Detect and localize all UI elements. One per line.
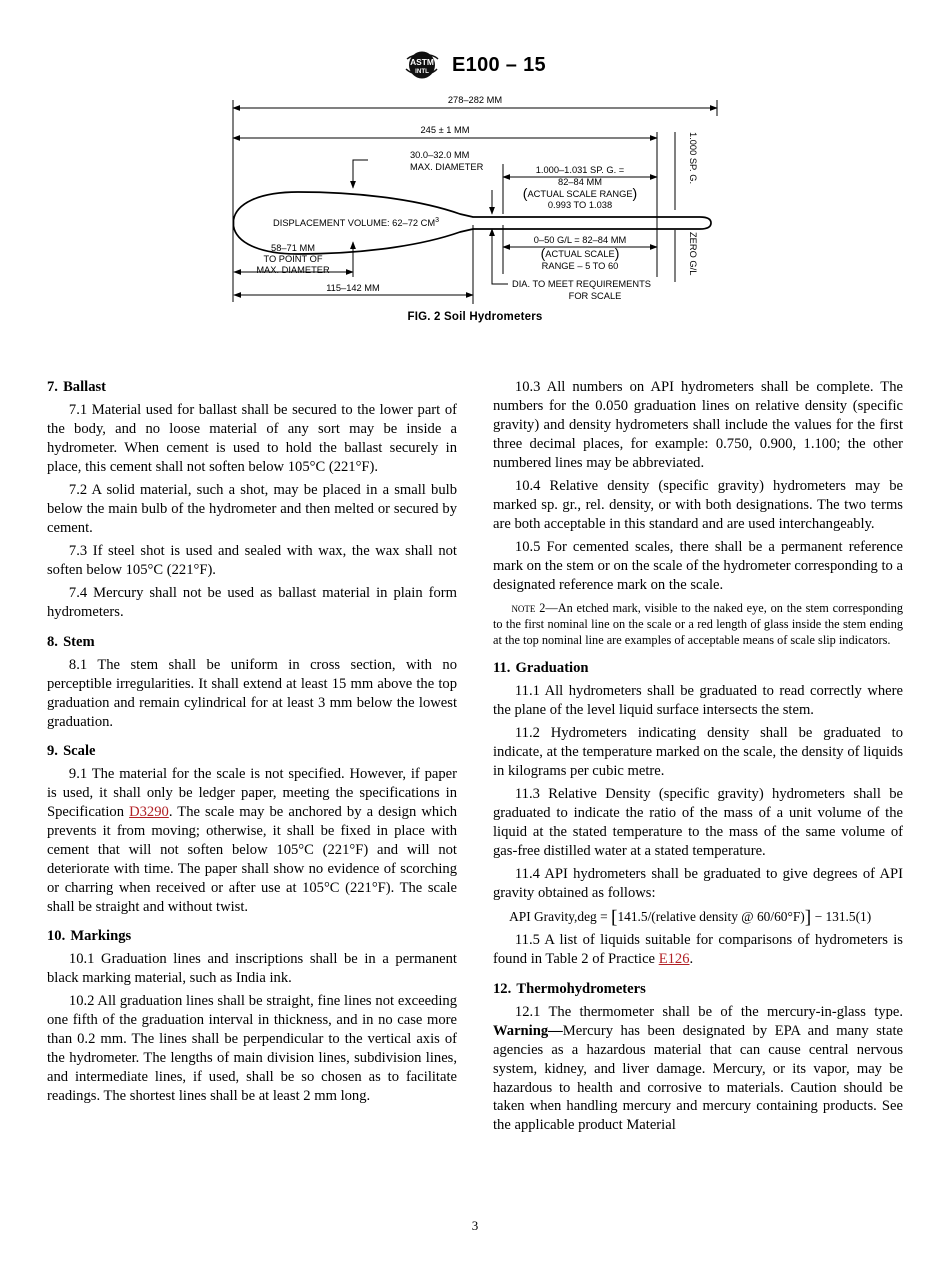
label-max-diameter-2: MAX. DIAMETER bbox=[410, 162, 484, 172]
paragraph-12-1 bbox=[493, 1003, 903, 1135]
body-columns bbox=[47, 378, 903, 1140]
label-body-length: 115–142 MM bbox=[326, 283, 380, 293]
label-gl-1: 0–50 G/L = 82–84 MM bbox=[533, 235, 627, 245]
figure-2-soil-hydrometers bbox=[0, 92, 950, 323]
paragraph-11-5-text-a: 11.5 A list of liquids suitable for comparisons of hydrometers is found in Table 2 of Practice bbox=[493, 932, 903, 968]
right-column bbox=[493, 378, 903, 1140]
section-title-8: Stem bbox=[63, 633, 95, 650]
label-to-point-1: 58–71 MM bbox=[271, 243, 315, 253]
label-sp-g-1: 1.000–1.031 SP. G. = bbox=[535, 165, 625, 175]
link-d3290[interactable]: D3290 bbox=[129, 804, 169, 821]
label-gl-3: RANGE – 5 TO 60 bbox=[541, 261, 619, 271]
paragraph-11-4: 11.4 API hydrometers shall be graduated to give degrees of API gravity obtained as follows: bbox=[493, 866, 903, 901]
section-number-8: 8. bbox=[47, 633, 58, 650]
section-heading-8 bbox=[47, 633, 457, 652]
equation-inner: 141.5/(relative density @ 60/60°F) bbox=[617, 909, 805, 925]
svg-text:INTL: INTL bbox=[415, 68, 429, 75]
label-scale-length: 245 ± 1 MM bbox=[420, 125, 470, 135]
paragraph-11-1: 11.1 All hydrometers shall be graduated to read correctly where the plane of the level liquid surface intersects the stem. bbox=[493, 682, 903, 718]
section-title-10: Markings bbox=[70, 927, 132, 944]
section-heading-11 bbox=[493, 659, 903, 678]
hydrometer-dimension-drawing bbox=[220, 92, 730, 307]
paragraph-11-3: 11.3 Relative Density (specific gravity) hydrometers shall be graduated to indicate the ratio of the mass of a unit volume of the liquid at the stated temperature to the mass of the same volume of gas-free distilled water at a stated temperature. bbox=[493, 786, 903, 859]
svg-text:ASTM: ASTM bbox=[410, 57, 434, 67]
paragraph-11-2: 11.2 Hydrometers indicating density shall be graduated to indicate, at the temperature marked on the scale, the density of liquids in kilograms per cubic metre. bbox=[493, 725, 903, 779]
note-2 bbox=[493, 601, 903, 648]
label-max-diameter-1: 30.0–32.0 MM bbox=[410, 150, 470, 160]
section-number-9: 9. bbox=[47, 743, 58, 760]
paragraph-12-1-text-b: Mercury has been designated by EPA and many state agencies as a hazardous material that can cause central nervous system, kidney, and liver damage. Mercury, or its vapor, may be hazardous to health and corrosive to materials. Caution should be taken when handling mercury and mercury containing products. See the applicable product Material bbox=[493, 1022, 903, 1134]
label-displacement-volume: DISPLACEMENT VOLUME: 62–72 $CM^3$ bbox=[273, 217, 439, 228]
paragraph-9-1-text-b: . The scale may be anchored by a design which prevents it from moving; otherwise, it shall be fixed in place with cement that will not soften below 105°C (221°F) and will not deteriorate with time. The paper shall show no evidence of scorching or charring when received or after use at 105°C (221°F). The scale shall be straight and without twist. bbox=[47, 804, 457, 915]
equation-1 bbox=[493, 907, 903, 929]
left-column bbox=[47, 378, 457, 1140]
section-title-11: Graduation bbox=[515, 659, 589, 676]
label-sp-g-3: (ACTUAL SCALE RANGE) bbox=[522, 185, 638, 201]
label-right-vertical-top: 1.000 SP. G. bbox=[688, 132, 698, 185]
section-heading-7 bbox=[47, 378, 457, 397]
paragraph-10-4: 10.4 Relative density (specific gravity) hydrometers may be marked sp. gr., rel. density, or with both designations. The two terms are both acceptable in this standard and are used interchangeably. bbox=[493, 477, 903, 532]
section-number-10: 10. bbox=[47, 927, 66, 944]
equation-close-bracket: ] bbox=[804, 907, 812, 929]
link-e126[interactable]: E126 bbox=[658, 951, 690, 968]
section-number-12: 12. bbox=[493, 980, 512, 997]
label-sp-g-2: 82–84 MM bbox=[558, 177, 602, 187]
page-number: 3 bbox=[471, 1218, 479, 1233]
section-number-7: 7. bbox=[47, 379, 58, 395]
paragraph-7-3: 7.3 If steel shot is used and sealed with wax, the wax shall not soften below 105°C (221°F). bbox=[47, 543, 457, 579]
label-dia-req-1: DIA. TO MEET REQUIREMENTS bbox=[512, 279, 651, 289]
equation-lhs: API Gravity,deg = bbox=[509, 909, 608, 925]
paragraph-10-3: 10.3 All numbers on API hydrometers shall be complete. The numbers for the 0.050 graduation lines on relative density (specific gravity) and density hydrometers shall include the values for the first three decimal places, for example: 0.750, 0.900, 1.100; the other numbered lines may be abbreviated. bbox=[493, 379, 903, 471]
paragraph-7-1: 7.1 Material used for ballast shall be secured to the lower part of the body, and no loose material of any sort may be inside a hydrometer. When cement is used to hold the ballast securely in place, this cement shall not soften below 105°C (221°F). bbox=[47, 402, 457, 475]
paragraph-9-1-text-a: 9.1 The material for the scale is not specified. However, if paper is used, it shall only be ledger paper, meeting the specifications in Specification bbox=[47, 766, 457, 821]
note-2-label: note bbox=[511, 601, 536, 616]
label-sp-g-4: 0.993 TO 1.038 bbox=[547, 200, 613, 210]
label-dia-req-2: FOR SCALE bbox=[568, 291, 622, 301]
paragraph-10-5: 10.5 For cemented scales, there shall be a permanent reference mark on the stem or on the scale of the hydrometer corresponding to a designated reference mark on the scale. bbox=[493, 538, 903, 593]
label-right-vertical-bottom: ZERO G/L bbox=[688, 232, 698, 276]
paragraph-7-2: 7.2 A solid material, such a shot, may be placed in a small bulb below the main bulb of the hydrometer and then melted or secured by cement. bbox=[47, 482, 457, 536]
section-heading-10 bbox=[47, 927, 457, 946]
equation-open-bracket: [ bbox=[610, 907, 618, 929]
paragraph-7-4: 7.4 Mercury shall not be used as ballast material in plain form hydrometers. bbox=[47, 585, 457, 621]
warning-label: Warning— bbox=[493, 1022, 563, 1039]
paragraph-12-1-text-a: 12.1 The thermometer shall be of the mercury-in-glass type. bbox=[514, 1004, 903, 1021]
astm-logo-icon bbox=[404, 50, 440, 80]
label-gl-2: (ACTUAL SCALE) bbox=[540, 245, 620, 261]
paragraph-10-2: 10.2 All graduation lines shall be straight, fine lines not exceeding one fifth of the graduation interval in thickness, and in no case more than 0.2 mm. The lines shall be perpendicular to the vertical axis of the hydrometer. The lengths of main division lines, subdivision lines, and intermediate lines, if used, shall be so chosen as to facilitate readings. The shortest lines shall be at least 2 mm long. bbox=[47, 993, 457, 1104]
label-to-point-2: TO POINT OF bbox=[263, 254, 323, 264]
section-title-7: Ballast bbox=[63, 379, 107, 395]
paragraph-8-1: 8.1 The stem shall be uniform in cross section, with no perceptible irregularities. It shall extend at least 15 mm above the top graduation and remain cylindrical for at least 3 mm below the lowest graduation. bbox=[47, 656, 457, 730]
paragraph-9-1 bbox=[47, 765, 457, 916]
section-number-11: 11. bbox=[493, 659, 511, 676]
label-overall-length: 278–282 MM bbox=[447, 95, 503, 105]
label-to-point-3: MAX. DIAMETER bbox=[256, 265, 330, 275]
equation-number: (1) bbox=[855, 909, 872, 925]
section-title-12: Thermohydrometers bbox=[516, 980, 646, 997]
section-heading-12 bbox=[493, 980, 903, 999]
page-header bbox=[0, 50, 950, 80]
standard-designation: E100 – 15 bbox=[452, 53, 546, 76]
equation-tail: − 131.5 bbox=[814, 909, 856, 925]
note-2-text: 2—An etched mark, visible to the naked eye, on the stem corresponding to the first nominal line on the scale or a red length of glass inside the stem ending at the top nominal line are examples of acceptable means of scale slip indicators. bbox=[493, 601, 903, 647]
section-title-9: Scale bbox=[63, 743, 96, 760]
section-heading-9 bbox=[47, 742, 457, 761]
paragraph-11-5 bbox=[493, 931, 903, 969]
paragraph-10-1: 10.1 Graduation lines and inscriptions shall be in a permanent black marking material, such as India ink. bbox=[47, 951, 457, 987]
paragraph-11-5-text-b: . bbox=[689, 951, 694, 968]
figure-caption: FIG. 2 Soil Hydrometers bbox=[407, 311, 543, 323]
